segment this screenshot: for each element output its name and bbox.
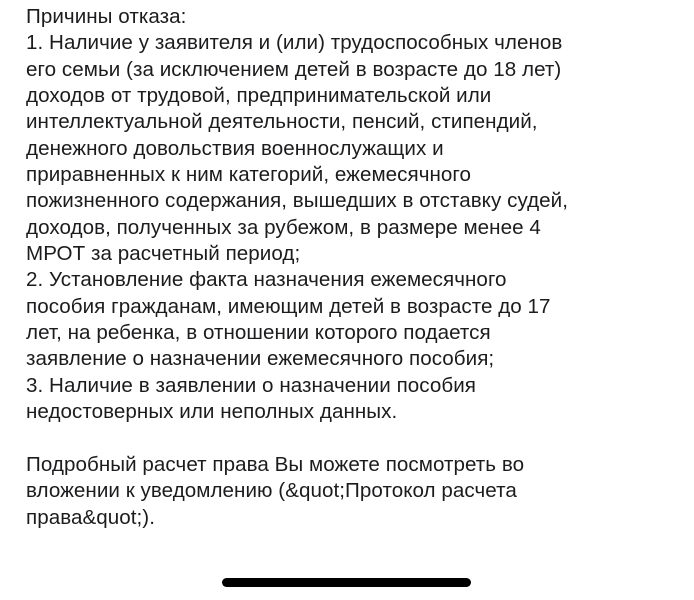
reason-2 (26, 267, 676, 372)
reason-1-line: пожизненного содержания, вышедших в отставку судей, (26, 189, 568, 213)
paragraph-spacer (26, 426, 676, 452)
reason-3-line: недостоверных или неполных данных. (26, 400, 398, 424)
reason-3-line: 3. Наличие в заявлении о назначении пособия (26, 373, 476, 397)
reason-2-line: пособия гражданам, имеющим детей в возрасте до 17 (26, 294, 551, 318)
reason-2-line: 2. Установление факта назначения ежемесячного (26, 268, 507, 292)
reason-1-line: его семьи (за исключением детей в возрасте до 18 лет) (26, 57, 562, 81)
reason-3 (26, 373, 676, 426)
refusal-reasons-heading: Причины отказа: (26, 5, 187, 28)
reason-1-line: 1. Наличие у заявителя и (или) трудоспособных членов (26, 31, 563, 55)
reason-1-line: МРОТ за расчетный период; (26, 242, 301, 266)
calculation-note-line: вложении к уведомлению (&quot;Протокол расчета (26, 479, 517, 503)
reason-1-line: денежного довольствия военнослужащих и (26, 136, 444, 160)
reason-1 (26, 30, 676, 267)
reason-1-line: интеллектуальной деятельности, пенсий, стипендий, (26, 110, 538, 134)
reason-1-line: приравненных к ним категорий, ежемесячного (26, 163, 472, 187)
calculation-note (26, 452, 676, 531)
calculation-note-line: Подробный расчет права Вы можете посмотреть во (26, 452, 525, 476)
home-indicator-bar[interactable] (222, 578, 471, 587)
reason-2-line: заявление о назначении ежемесячного пособия; (26, 347, 495, 371)
reason-1-line: доходов от трудовой, предпринимательской или (26, 84, 492, 108)
reason-2-line: лет, на ребенка, в отношении которого подается (26, 321, 491, 345)
calculation-note-line: права&quot;). (26, 505, 155, 529)
reason-1-line: доходов, полученных за рубежом, в размере менее 4 (26, 215, 541, 239)
message-body (26, 4, 676, 531)
